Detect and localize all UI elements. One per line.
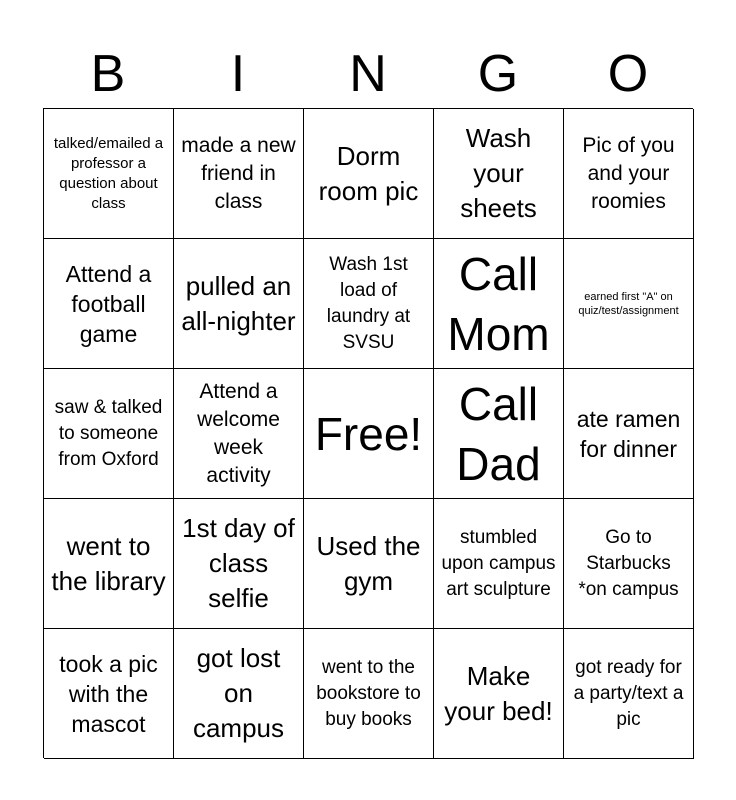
bingo-cell[interactable]	[304, 109, 434, 239]
cell-text: talked/emailed a professor a question about class	[53, 134, 164, 212]
bingo-cell[interactable]	[304, 239, 434, 369]
bingo-cell[interactable]	[44, 629, 174, 759]
bingo-cell[interactable]	[44, 239, 174, 369]
bingo-cell[interactable]	[564, 109, 694, 239]
bingo-cell[interactable]	[174, 109, 304, 239]
bingo-cell[interactable]	[434, 499, 564, 629]
cell-text: took a pic with the mascot	[59, 650, 158, 737]
cell-text: Make your bed!	[444, 660, 553, 726]
header-letter-g: G	[477, 45, 519, 103]
bingo-cell[interactable]	[44, 499, 174, 629]
cell-text: Wash 1st load of laundry at SVSU	[326, 253, 411, 353]
cell-text: Used the gym	[316, 530, 421, 596]
cell-text: 1st day of class selfie	[182, 513, 295, 613]
bingo-cell[interactable]	[564, 239, 694, 369]
bingo-cell[interactable]	[434, 369, 564, 499]
bingo-cell[interactable]	[304, 629, 434, 759]
cell-text: made a new friend in class	[181, 133, 296, 213]
cell-text: went to the bookstore to buy books	[316, 656, 421, 730]
cell-text: got ready for a party/text a pic	[573, 656, 684, 730]
bingo-cell[interactable]	[174, 499, 304, 629]
cell-text: got lost on campus	[192, 643, 285, 743]
bingo-cell[interactable]	[434, 239, 564, 369]
bingo-cell[interactable]	[174, 629, 304, 759]
header-letter-n: N	[349, 45, 387, 103]
cell-text: Pic of you and your roomies	[582, 133, 675, 213]
cell-text: stumbled upon campus art sculpture	[441, 526, 556, 600]
cell-text: Attend a welcome week activity	[197, 379, 280, 487]
cell-text: Dorm room pic	[318, 140, 419, 206]
header-letter-i: I	[230, 45, 246, 103]
header-letter-b: B	[90, 45, 126, 103]
bingo-cell[interactable]	[304, 499, 434, 629]
cell-text: Attend a football game	[65, 260, 152, 347]
bingo-cell[interactable]	[564, 629, 694, 759]
cell-text: went to the library	[51, 530, 166, 596]
free-space[interactable]	[304, 369, 434, 499]
cell-text: pulled an all-nighter	[181, 270, 296, 336]
bingo-board	[43, 108, 693, 758]
cell-text: ate ramen for dinner	[576, 405, 681, 462]
cell-text: Call Dad	[456, 377, 541, 490]
bingo-cell[interactable]	[44, 109, 174, 239]
bingo-header	[43, 40, 693, 108]
bingo-cell[interactable]	[434, 629, 564, 759]
bingo-cell[interactable]	[44, 369, 174, 499]
bingo-cell[interactable]	[174, 239, 304, 369]
cell-text: Wash your sheets	[460, 123, 537, 223]
cell-text: saw & talked to someone from Oxford	[54, 396, 163, 470]
header-letter-o: O	[607, 45, 649, 103]
cell-text: earned first "A" on quiz/test/assignment	[578, 290, 679, 317]
bingo-cell[interactable]	[564, 499, 694, 629]
bingo-cell[interactable]	[174, 369, 304, 499]
cell-text: Call Mom	[447, 247, 550, 360]
cell-text: Free!	[314, 407, 423, 460]
bingo-cell[interactable]	[564, 369, 694, 499]
bingo-cell[interactable]	[434, 109, 564, 239]
cell-text: Go to Starbucks *on campus	[578, 526, 679, 600]
